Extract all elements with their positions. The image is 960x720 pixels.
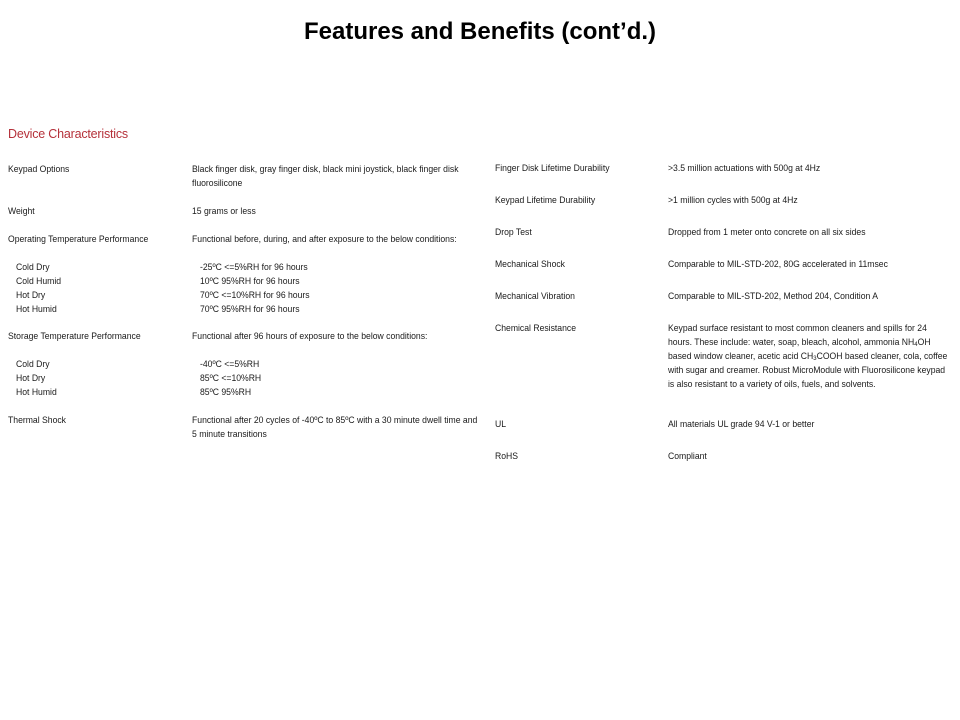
finger-disk-durability-label: Finger Disk Lifetime Durability: [495, 162, 610, 173]
section-title: Device Characteristics: [8, 127, 128, 141]
thermal-shock-value: Functional after 20 cycles of -40ºC to 85ºC with a 30 minute dwell time and 5 minute transitions: [192, 414, 478, 439]
op-cold-dry-label: Cold Dry: [16, 261, 50, 272]
weight-value: 15 grams or less: [192, 205, 256, 216]
op-hot-humid-value: 70ºC 95%RH for 96 hours: [200, 303, 300, 314]
st-hot-humid-value: 85ºC 95%RH: [200, 386, 252, 397]
chemical-resistance-label: Chemical Resistance: [495, 322, 577, 333]
rohs-value: Compliant: [668, 450, 707, 461]
keypad-durability-label: Keypad Lifetime Durability: [495, 194, 596, 205]
storage-temp-label: Storage Temperature Performance: [8, 330, 141, 341]
slide-title: Features and Benefits (cont’d.): [303, 18, 657, 45]
op-hot-dry-value: 70ºC <=10%RH for 96 hours: [200, 289, 310, 300]
op-cold-dry-value: -25ºC <=5%RH for 96 hours: [200, 261, 308, 272]
drop-test-label: Drop Test: [495, 226, 532, 237]
mechanical-shock-value: Comparable to MIL-STD-202, 80G accelerated in 11msec: [668, 258, 888, 269]
keypad-durability-value: >1 million cycles with 500g at 4Hz: [668, 194, 798, 205]
storage-temp-value: Functional after 96 hours of exposure to the below conditions:: [192, 330, 428, 341]
keypad-options-value: Black finger disk, gray finger disk, black mini joystick, black finger disk fluorosilicone: [192, 163, 459, 188]
drop-test-value: Dropped from 1 meter onto concrete on all six sides: [668, 226, 866, 237]
op-hot-dry-label: Hot Dry: [16, 289, 46, 300]
st-hot-dry-value: 85ºC <=10%RH: [200, 372, 262, 383]
weight-label: Weight: [8, 205, 35, 216]
op-hot-humid-label: Hot Humid: [16, 303, 57, 314]
keypad-options-label: Keypad Options: [8, 163, 70, 174]
chemical-resistance-value: Keypad surface resistant to most common cleaners and spills for 24 hours. These include: water, soap, bleach, alcohol, ammonia $NH_4OH$ based window cleaner, acetic acid $CH_3COOH$ based cleaner, cola, coffee with sugar and creamer. Robust MicroModule with Fluorosilicone keypad is also resistant to a variety of oils, fuels, and solvents.: [668, 322, 948, 389]
ul-value: All materials UL grade 94 V-1 or better: [668, 418, 815, 429]
rohs-label: RoHS: [495, 450, 519, 461]
st-cold-dry-label: Cold Dry: [16, 358, 50, 369]
operating-temp-value: Functional before, during, and after exposure to the below conditions:: [192, 233, 457, 244]
st-hot-humid-label: Hot Humid: [16, 386, 57, 397]
mechanical-vibration-label: Mechanical Vibration: [495, 290, 575, 301]
st-cold-dry-value: -40ºC <=5%RH: [200, 358, 260, 369]
op-cold-humid-value: 10ºC 95%RH for 96 hours: [200, 275, 300, 286]
finger-disk-durability-value: >3.5 million actuations with 500g at 4Hz: [668, 162, 821, 173]
op-cold-humid-label: Cold Humid: [16, 275, 62, 286]
mechanical-vibration-value: Comparable to MIL-STD-202, Method 204, Condition A: [668, 290, 878, 301]
st-hot-dry-label: Hot Dry: [16, 372, 46, 383]
thermal-shock-label: Thermal Shock: [8, 414, 67, 425]
mechanical-shock-label: Mechanical Shock: [495, 258, 566, 269]
operating-temp-label: Operating Temperature Performance: [8, 233, 149, 244]
ul-label: UL: [495, 418, 507, 429]
